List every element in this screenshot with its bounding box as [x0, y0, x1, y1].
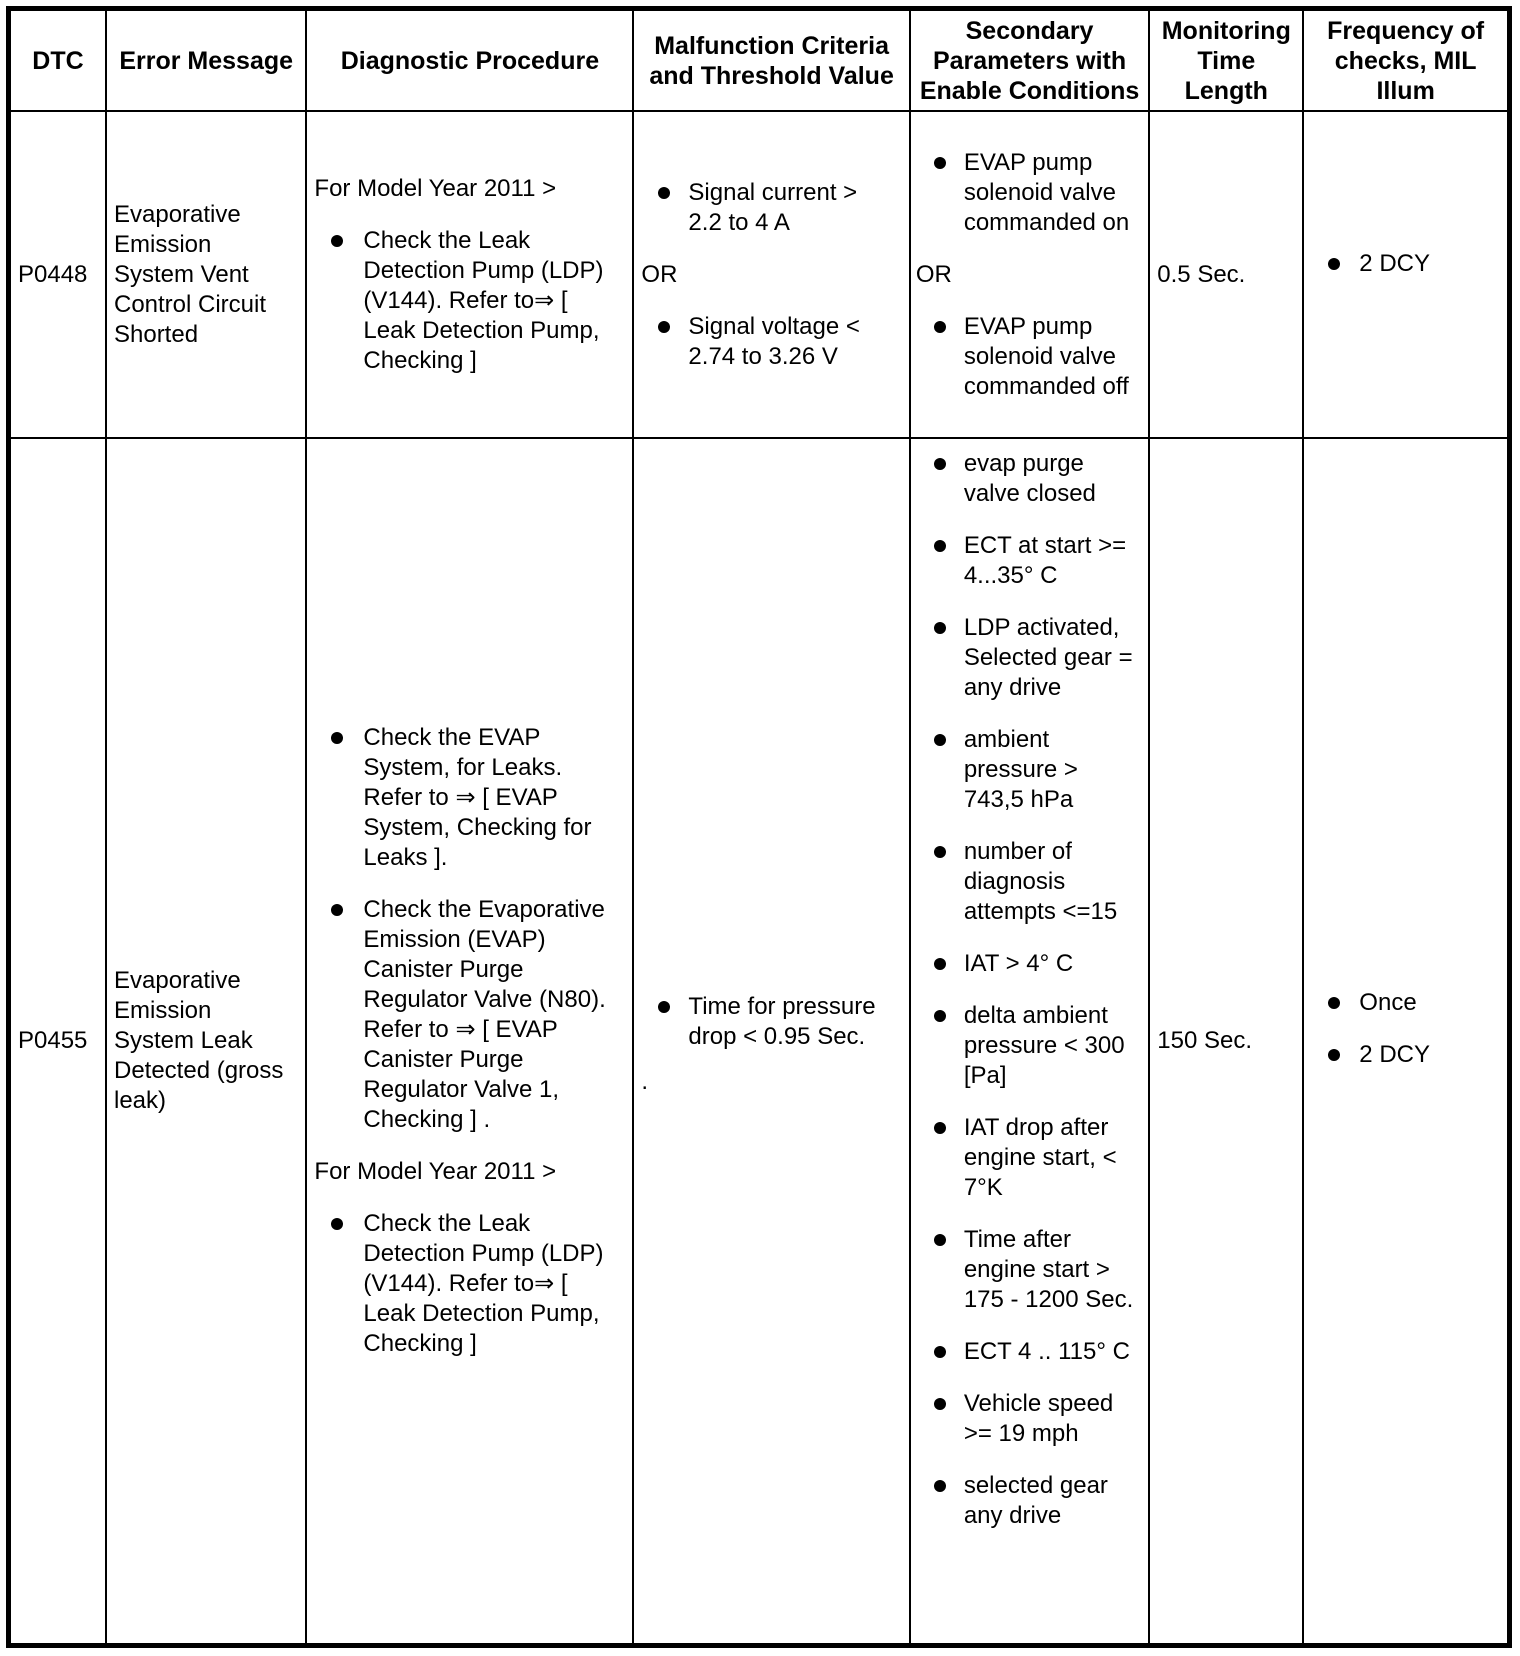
dtc-code: P0448: [10, 111, 106, 438]
bullet-icon: [934, 1346, 946, 1358]
bullet-icon: [331, 732, 343, 744]
criteria-list: [641, 312, 896, 372]
list-item: IAT drop after engine start, < 7°K: [916, 1113, 1144, 1203]
dtc-table-sheet: [6, 6, 1512, 1648]
malfunction-criteria-cell: [633, 111, 909, 438]
list-item: Signal voltage < 2.74 to 3.26 V: [641, 312, 896, 372]
bullet-icon: [934, 1480, 946, 1492]
list-item: 2 DCY: [1308, 1040, 1503, 1070]
frequency-list: [1308, 249, 1503, 279]
list-item: Once: [1308, 988, 1503, 1018]
bullet-icon: [658, 187, 670, 199]
model-year-heading: For Model Year 2011 >: [314, 174, 557, 202]
list-item: LDP activated, Selected gear = any drive: [916, 613, 1144, 703]
list-item: ECT at start >= 4...35° C: [916, 531, 1144, 591]
list-item: IAT > 4° C: [916, 949, 1144, 979]
bullet-icon: [1328, 258, 1340, 270]
trailing-dot: .: [641, 1067, 649, 1095]
diagnostic-procedure-cell: [306, 438, 633, 1644]
monitoring-time: 150 Sec.: [1149, 438, 1303, 1644]
bullet-icon: [658, 321, 670, 333]
list-item: Time for pressure drop < 0.95 Sec.: [641, 992, 896, 1052]
list-item: delta ambient pressure < 300 [Pa]: [916, 1001, 1144, 1091]
bullet-icon: [934, 734, 946, 746]
list-item: selected gear any drive: [916, 1471, 1144, 1531]
header-malfunction-criteria: Malfunction Criteria and Threshold Value: [633, 10, 909, 111]
bullet-icon: [934, 458, 946, 470]
frequency-cell: [1303, 111, 1508, 438]
diagnostic-procedure-cell: [306, 111, 633, 438]
malfunction-criteria-cell: [633, 438, 909, 1644]
bullet-icon: [934, 1010, 946, 1022]
list-item: Time after engine start > 175 - 1200 Sec.: [916, 1225, 1144, 1315]
dtc-table: [9, 9, 1509, 1645]
or-separator: OR: [915, 260, 952, 288]
bullet-icon: [658, 1001, 670, 1013]
list-item: Check the Leak Detection Pump (LDP) (V144). Refer to⇒ [ Leak Detection Pump, Checking ]: [314, 1209, 622, 1359]
header-row: [10, 10, 1508, 111]
error-message: Evaporative Emission System Vent Control Circuit Shorted: [106, 111, 306, 438]
header-monitoring-time: Monitoring Time Length: [1149, 10, 1303, 111]
error-message: Evaporative Emission System Leak Detected (gross leak): [106, 438, 306, 1644]
parameters-list: [916, 449, 1144, 1531]
table-row-p0455: [10, 438, 1508, 1644]
or-separator: OR: [641, 260, 678, 288]
table-row-p0448: [10, 111, 1508, 438]
bullet-icon: [934, 540, 946, 552]
bullet-icon: [331, 1218, 343, 1230]
secondary-parameters-cell: [910, 438, 1149, 1644]
bullet-icon: [934, 157, 946, 169]
bullet-icon: [934, 846, 946, 858]
header-diagnostic-procedure: Diagnostic Procedure: [306, 10, 633, 111]
list-item: Check the EVAP System, for Leaks. Refer to ⇒ [ EVAP System, Checking for Leaks ].: [314, 723, 622, 873]
list-item: EVAP pump solenoid valve commanded on: [916, 148, 1144, 238]
bullet-icon: [934, 958, 946, 970]
list-item: ambient pressure > 743,5 hPa: [916, 725, 1144, 815]
bullet-icon: [331, 904, 343, 916]
procedure-list: [314, 226, 622, 376]
bullet-icon: [1328, 1049, 1340, 1061]
monitoring-time: 0.5 Sec.: [1149, 111, 1303, 438]
bullet-icon: [1328, 997, 1340, 1009]
list-item: Check the Leak Detection Pump (LDP) (V144). Refer to⇒ [ Leak Detection Pump, Checking ]: [314, 226, 622, 376]
list-item: Vehicle speed >= 19 mph: [916, 1389, 1144, 1449]
header-error-message: Error Message: [106, 10, 306, 111]
criteria-list: [641, 992, 896, 1052]
criteria-list: [641, 178, 896, 238]
secondary-parameters-cell: [910, 111, 1149, 438]
bullet-icon: [331, 235, 343, 247]
procedure-list: [314, 723, 622, 1135]
list-item: ECT 4 .. 115° C: [916, 1337, 1144, 1367]
header-secondary-parameters: Secondary Parameters with Enable Conditions: [910, 10, 1149, 111]
header-frequency: Frequency of checks, MIL Illum: [1303, 10, 1508, 111]
parameters-list: [916, 312, 1144, 402]
bullet-icon: [934, 622, 946, 634]
bullet-icon: [934, 1234, 946, 1246]
list-item: EVAP pump solenoid valve commanded off: [916, 312, 1144, 402]
dtc-code: P0455: [10, 438, 106, 1644]
procedure-list: [314, 1209, 622, 1359]
header-dtc: DTC: [10, 10, 106, 111]
bullet-icon: [934, 1122, 946, 1134]
list-item: Check the Evaporative Emission (EVAP) Canister Purge Regulator Valve (N80). Refer to ⇒ [ EVAP Canister Purge Regulator Valve 1, Checking ] .: [314, 895, 622, 1135]
frequency-list: [1308, 988, 1503, 1070]
list-item: 2 DCY: [1308, 249, 1503, 279]
list-item: evap purge valve closed: [916, 449, 1144, 509]
list-item: number of diagnosis attempts <=15: [916, 837, 1144, 927]
model-year-heading: For Model Year 2011 >: [314, 1158, 557, 1185]
parameters-list: [916, 148, 1144, 238]
bullet-icon: [934, 1398, 946, 1410]
frequency-cell: [1303, 438, 1508, 1644]
bullet-icon: [934, 321, 946, 333]
list-item: Signal current > 2.2 to 4 A: [641, 178, 896, 238]
